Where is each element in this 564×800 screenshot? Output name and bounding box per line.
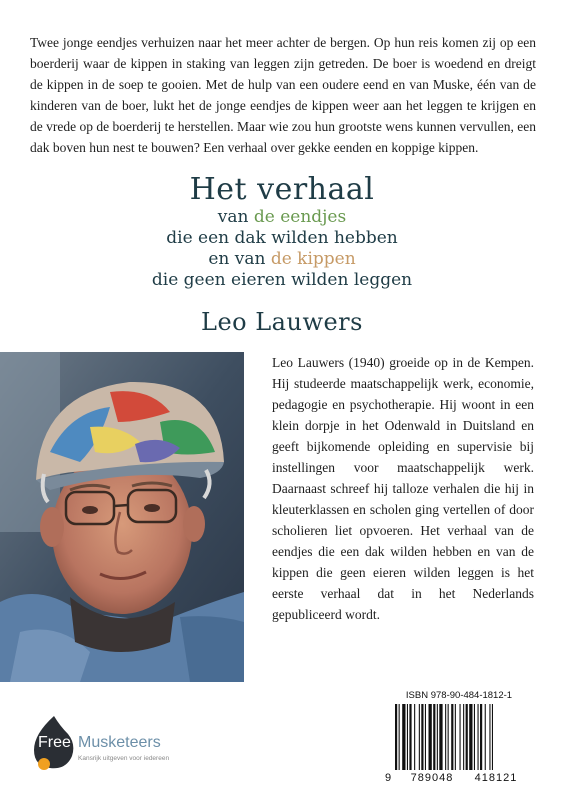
title-highlight-kippen: de kippen xyxy=(270,249,356,269)
barcode-icon xyxy=(389,704,529,774)
back-cover-blurb: Twee jonge eendjes verhuizen naar het meer achter de bergen. Op hun reis komen zij op een boerderij waar de kippen in staking van leggen zijn getreden. De boer is woedend en dreigt de kippen in de soep te gooien. Met de hulp van een oudere eend en van Muske, één van de kinderen van de boer, lukt het de jonge eendjes de kippen weer aan het leggen te krijgen en de vrede op de boerderij te herstellen. Maar wie zou hun grootste wens kunnen vervullen, een dak boven hun nest te bouwen? Een verhaal over gekke eenden en koppige kippen. xyxy=(30,35,536,155)
title-line-4: die geen eieren wilden leggen xyxy=(151,270,413,290)
title-main: Het verhaal xyxy=(189,172,375,207)
book-title xyxy=(0,173,564,291)
isbn-barcode xyxy=(385,690,533,788)
barcode-digits-left: 789048 xyxy=(410,772,454,784)
logo-text-free: Free xyxy=(38,734,71,751)
title-line-3-prefix: en van xyxy=(208,249,271,269)
title-line-1 xyxy=(0,207,564,228)
title-highlight-eendjes: de eendjes xyxy=(253,207,347,227)
author-name: Leo Lauwers xyxy=(201,308,363,336)
author-photo xyxy=(0,352,244,682)
logo-text-musketeers: Musketeers xyxy=(78,734,161,751)
author-biography: Leo Lauwers (1940) groeide op in de Kempen. Hij studeerde maatschappelijk werk, economie, pedagogie en psychotherapie. Hij woont in een klein dorpje in het Odenwald in Duitsland en geeft bijkomende opleiding en supervisie bij instellingen voor maatschappelijk werk. Daarnaast schreef hij talloze verhalen die hij in kleuterklassen en scholen ging vertellen of door scholieren liet opvoeren. Het verhaal van de eendjes die een dak wilden hebben en van de kippen die geen eieren wilden leggen is het eerste verhaal dat in het Nederlands gepubliceerd wordt. xyxy=(272,355,534,622)
barcode-digit-first: 9 xyxy=(385,772,392,784)
title-line-1-prefix: van xyxy=(217,207,254,227)
author-portrait-image xyxy=(0,352,244,682)
title-line-2: die een dak wilden hebben xyxy=(166,228,398,248)
logo-tagline: Kansrijk uitgeven voor iedereen xyxy=(78,755,170,762)
isbn-label: ISBN 978-90-484-1812-1 xyxy=(405,690,513,701)
barcode-digits-right: 418121 xyxy=(474,772,518,784)
title-line-3 xyxy=(0,249,564,270)
publisher-logo xyxy=(30,712,180,772)
